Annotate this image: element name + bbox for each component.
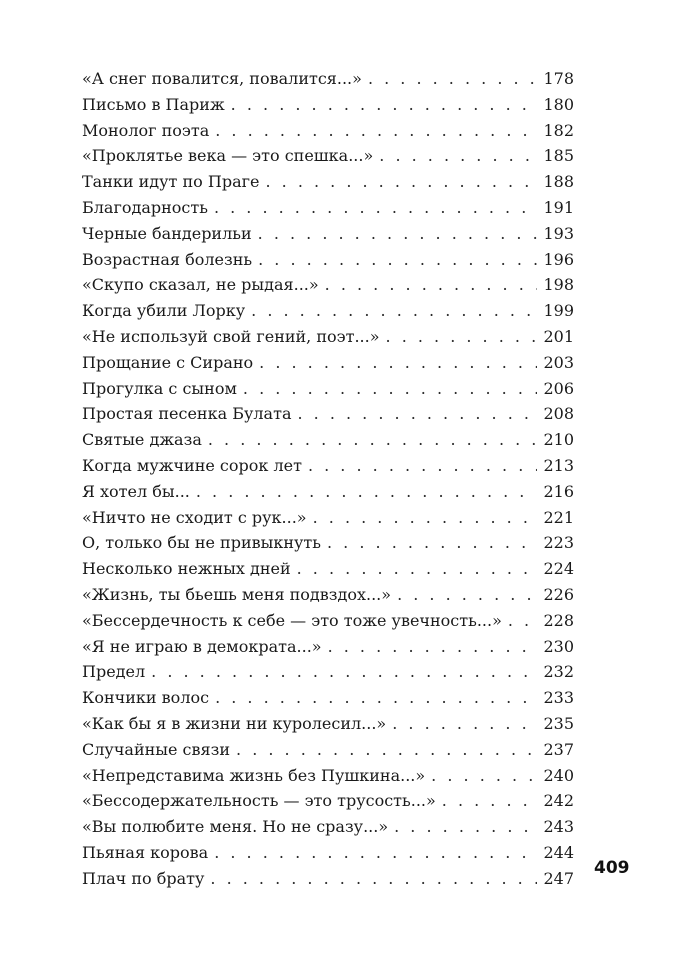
toc-entry-13 bbox=[82, 376, 574, 402]
toc-entry-10 bbox=[82, 298, 574, 324]
toc-entry-24 bbox=[82, 659, 574, 685]
toc-leader-dots bbox=[368, 66, 538, 92]
toc-leader-dots bbox=[210, 866, 537, 892]
toc-entry-page: 196 bbox=[543, 249, 574, 269]
page-number: 409 bbox=[594, 858, 630, 878]
toc-leader-dots bbox=[251, 298, 537, 324]
toc-leader-dots bbox=[431, 763, 537, 789]
toc-entry-26 bbox=[82, 711, 574, 737]
toc-entry-title: Благодарность bbox=[82, 197, 208, 217]
toc-entry-9 bbox=[82, 272, 574, 298]
toc-leader-dots bbox=[258, 247, 537, 273]
toc-entry-page: 185 bbox=[543, 146, 574, 166]
toc-entry-30 bbox=[82, 814, 574, 840]
toc-entry-title: «Ничто не сходит с рук...» bbox=[82, 507, 307, 527]
toc-entry-page: 201 bbox=[543, 326, 574, 346]
toc-entry-page: 247 bbox=[543, 868, 574, 888]
toc-entry-page: 180 bbox=[543, 94, 574, 114]
toc-entry-15 bbox=[82, 427, 574, 453]
toc-entry-page: 216 bbox=[543, 481, 574, 501]
toc-entry-11 bbox=[82, 324, 574, 350]
toc-entry-page: 224 bbox=[543, 559, 574, 579]
toc-leader-dots bbox=[313, 505, 538, 531]
toc-entry-page: 191 bbox=[543, 197, 574, 217]
toc-leader-dots bbox=[215, 118, 537, 144]
toc-entry-22 bbox=[82, 608, 574, 634]
toc-leader-dots bbox=[215, 685, 537, 711]
toc-entry-title: «Я не играю в демократа...» bbox=[82, 636, 322, 656]
toc-leader-dots bbox=[214, 840, 537, 866]
toc-entry-title: Плач по брату bbox=[82, 868, 205, 888]
toc-entry-page: 221 bbox=[543, 507, 574, 527]
toc-entry-28 bbox=[82, 763, 574, 789]
toc-entry-29 bbox=[82, 788, 574, 814]
toc-entry-title: Святые джаза bbox=[82, 430, 202, 450]
toc-entry-page: 242 bbox=[543, 791, 574, 811]
toc-entry-page: 235 bbox=[543, 713, 574, 733]
toc-leader-dots bbox=[196, 479, 538, 505]
toc-entry-page: 237 bbox=[543, 739, 574, 759]
toc-entry-title: «Бессердечность к себе — это тоже увечность...» bbox=[82, 610, 502, 630]
toc-entry-title: Письмо в Париж bbox=[82, 94, 225, 114]
toc-leader-dots bbox=[325, 272, 538, 298]
toc-leader-dots bbox=[151, 659, 537, 685]
toc-entry-17 bbox=[82, 479, 574, 505]
toc-entry-page: 210 bbox=[543, 430, 574, 450]
toc-entry-title: «Скупо сказал, не рыдая...» bbox=[82, 275, 319, 295]
toc-leader-dots bbox=[394, 814, 537, 840]
toc-entry-title: Я хотел бы... bbox=[82, 481, 190, 501]
toc-entry-6 bbox=[82, 195, 574, 221]
toc-entry-14 bbox=[82, 401, 574, 427]
toc-entry-title: Пьяная корова bbox=[82, 842, 209, 862]
toc-entry-27 bbox=[82, 737, 574, 763]
toc-leader-dots bbox=[392, 711, 537, 737]
toc-entry-page: 193 bbox=[543, 223, 574, 243]
toc-leader-dots bbox=[265, 169, 537, 195]
toc-leader-dots bbox=[243, 376, 538, 402]
toc-entry-title: Кончики волос bbox=[82, 688, 210, 708]
toc-entry-5 bbox=[82, 169, 574, 195]
toc-entry-page: 213 bbox=[543, 455, 574, 475]
toc-entry-title: Случайные связи bbox=[82, 739, 231, 759]
toc-entry-title: О, только бы не привыкнуть bbox=[82, 533, 321, 553]
toc-entry-4 bbox=[82, 143, 574, 169]
toc-entry-title: «Вы полюбите меня. Но не сразу...» bbox=[82, 817, 389, 837]
toc-entry-title: Прощание с Сирано bbox=[82, 352, 254, 372]
toc-leader-dots bbox=[379, 143, 537, 169]
toc-entry-25 bbox=[82, 685, 574, 711]
toc-entry-title: «Не используй свой гений, поэт...» bbox=[82, 326, 380, 346]
toc-entry-title: «Жизнь, ты бьешь меня подвздох...» bbox=[82, 584, 392, 604]
table-of-contents bbox=[82, 66, 574, 892]
toc-leader-dots bbox=[327, 530, 537, 556]
toc-entry-title: Танки идут по Праге bbox=[82, 172, 260, 192]
toc-entry-page: 178 bbox=[543, 69, 574, 88]
toc-entry-page: 233 bbox=[543, 688, 574, 708]
toc-entry-19 bbox=[82, 530, 574, 556]
toc-list bbox=[82, 66, 574, 892]
toc-entry-page: 198 bbox=[543, 275, 574, 295]
toc-entry-page: 230 bbox=[543, 636, 574, 656]
toc-entry-page: 243 bbox=[543, 817, 574, 837]
toc-entry-title: «Проклятье века — это спешка...» bbox=[82, 146, 374, 166]
toc-entry-page: 206 bbox=[543, 378, 574, 398]
toc-leader-dots bbox=[397, 582, 537, 608]
toc-entry-32 bbox=[82, 866, 574, 892]
toc-entry-8 bbox=[82, 247, 574, 273]
toc-leader-dots bbox=[442, 788, 538, 814]
toc-entry-title: Предел bbox=[82, 662, 146, 682]
toc-entry-23 bbox=[82, 634, 574, 660]
toc-entry-page: 208 bbox=[543, 404, 574, 424]
toc-entry-title: Когда мужчине сорок лет bbox=[82, 455, 302, 475]
toc-entry-title: Когда убили Лорку bbox=[82, 301, 246, 321]
toc-entry-title: Простая песенка Булата bbox=[82, 404, 292, 424]
toc-leader-dots bbox=[258, 221, 538, 247]
toc-entry-page: 244 bbox=[543, 842, 574, 862]
toc-entry-title: «Как бы я в жизни ни куролесил...» bbox=[82, 713, 387, 733]
toc-entry-20 bbox=[82, 556, 574, 582]
toc-entry-title: «Бессодержательность — это трусость...» bbox=[82, 791, 436, 811]
toc-entry-page: 199 bbox=[543, 301, 574, 321]
toc-entry-18 bbox=[82, 505, 574, 531]
toc-entry-title: Черные бандерильи bbox=[82, 223, 252, 243]
toc-leader-dots bbox=[297, 401, 537, 427]
toc-entry-title: Монолог поэта bbox=[82, 120, 210, 140]
toc-leader-dots bbox=[308, 453, 538, 479]
toc-leader-dots bbox=[386, 324, 538, 350]
toc-entry-title: «Непредставима жизнь без Пушкина...» bbox=[82, 765, 426, 785]
toc-entry-16 bbox=[82, 453, 574, 479]
toc-entry-title: Прогулка с сыном bbox=[82, 378, 237, 398]
toc-entry-2 bbox=[82, 92, 574, 118]
toc-leader-dots bbox=[328, 634, 538, 660]
toc-entry-page: 228 bbox=[543, 610, 574, 630]
toc-leader-dots bbox=[231, 92, 538, 118]
toc-entry-page: 232 bbox=[543, 662, 574, 682]
toc-entry-page: 188 bbox=[543, 172, 574, 192]
toc-entry-31 bbox=[82, 840, 574, 866]
toc-entry-7 bbox=[82, 221, 574, 247]
toc-entry-3 bbox=[82, 118, 574, 144]
toc-entry-page: 182 bbox=[543, 120, 574, 140]
toc-entry-title: «А снег повалится, повалится...» bbox=[82, 69, 362, 88]
toc-entry-12 bbox=[82, 350, 574, 376]
toc-leader-dots bbox=[236, 737, 537, 763]
toc-entry-1 bbox=[82, 66, 574, 92]
toc-leader-dots bbox=[208, 427, 538, 453]
toc-leader-dots bbox=[297, 556, 538, 582]
toc-entry-21 bbox=[82, 582, 574, 608]
toc-entry-title: Несколько нежных дней bbox=[82, 559, 291, 579]
toc-entry-page: 226 bbox=[543, 584, 574, 604]
toc-leader-dots bbox=[259, 350, 537, 376]
toc-entry-page: 223 bbox=[543, 533, 574, 553]
toc-entry-title: Возрастная болезнь bbox=[82, 249, 253, 269]
toc-entry-page: 240 bbox=[543, 765, 574, 785]
toc-leader-dots bbox=[508, 608, 538, 634]
toc-entry-page: 203 bbox=[543, 352, 574, 372]
toc-leader-dots bbox=[214, 195, 538, 221]
